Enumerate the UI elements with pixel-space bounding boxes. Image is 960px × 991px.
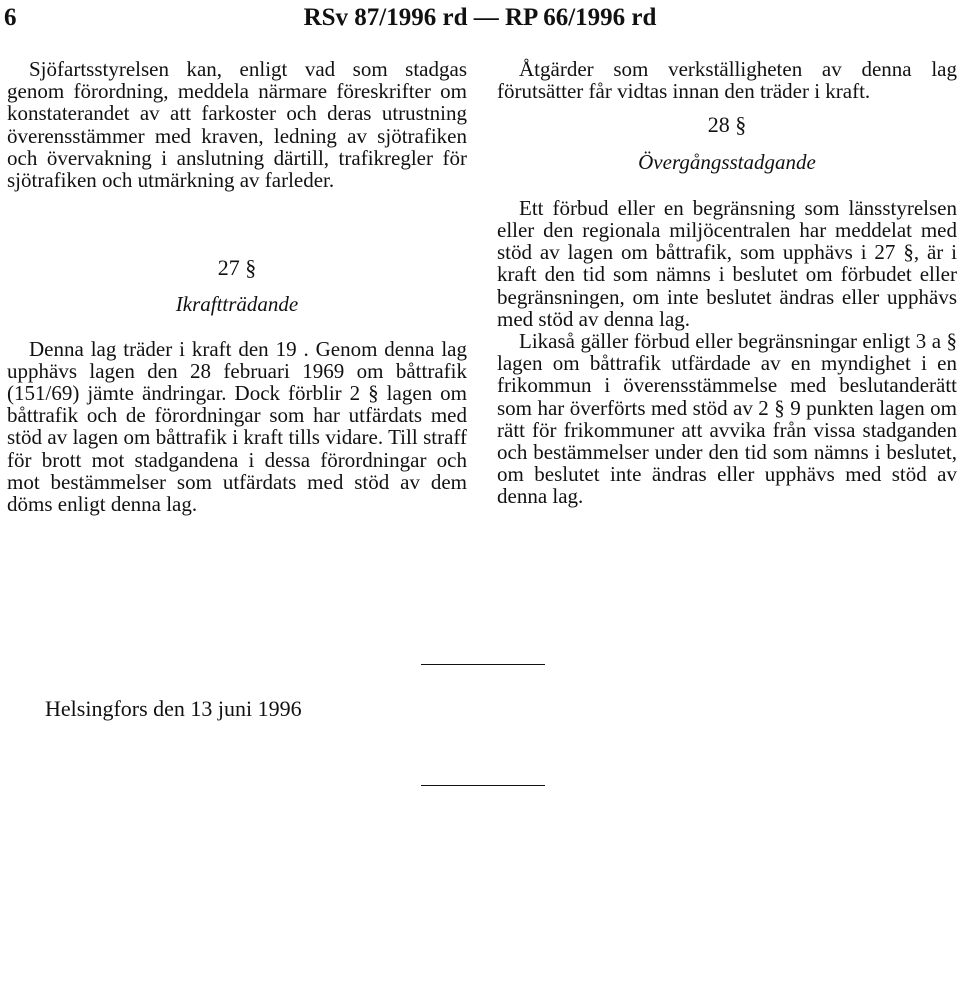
separator-rule-bottom [421, 785, 545, 786]
page-number: 6 [4, 4, 17, 31]
section-28-paragraph-1: Ett förbud eller en begränsning som länsstyrelsen eller den regionala miljöcentralen har meddelat med stöd av lagen om båttrafik, som upphävs i 27 §, är i kraft den tid som nämns i beslutet om förbudet eller begränsningen, om inte beslutet ändras eller upphävs med stöd av denna lag. [497, 195, 957, 331]
running-head: RSv 87/1996 rd — RP 66/1996 rd [303, 4, 657, 31]
section-27-paragraph: Denna lag träder i kraft den 19 . Genom denna lag upphävs lagen den 28 februari 1969 om båttrafik (151/69) jämte ändringar. Dock förblir 2 § lagen om båttrafik och de förordningar som har utfärdats med stöd av lagen om båttrafik i kraft tills vidare. Till straff för brott mot stadgandena i dessa förordningar och mot bestämmelser som utfärdats med stöd av dem döms enligt denna lag. [7, 336, 467, 517]
section-28-paragraph-2: Likaså gäller förbud eller begränsningar enligt 3 a § lagen om båttrafik utfärdade av en myndighet i en frikommun i överensstämmelse med beslutanderätt som har överförts med stöd av 2 § 9 punkten lagen om rätt för frikommuner att avvika från vissa stadganden och bestämmelser under den tid som nämns i beslutet, om beslutet inte ändras eller upphävs med stöd av denna lag. [497, 329, 957, 509]
section-27-heading: 27 § [217, 255, 257, 281]
section-27-title: Ikraftträdande [175, 292, 299, 317]
signature-place-date: Helsingfors den 13 juni 1996 [45, 696, 302, 721]
section-28-title: Övergångsstadgande [638, 149, 816, 174]
separator-rule-top [421, 664, 545, 665]
left-intro-paragraph: Sjöfartsstyrelsen kan, enligt vad som stadgas genom förordning, meddela närmare föreskrifter om konstaterandet av att farkoster och deras utrustning överensstämmer med kraven, ledning av sjötrafiken och övervakning i anslutning därtill, trafikregler för sjötrafiken och utmärkning av farleder. [7, 57, 467, 193]
section-28-heading: 28 § [707, 112, 747, 138]
left-column [7, 58, 467, 515]
right-intro-paragraph: Åtgärder som verkställigheten av denna lag förutsätter får vidtas innan den träder i kraft. [497, 57, 957, 104]
right-column [497, 58, 957, 508]
